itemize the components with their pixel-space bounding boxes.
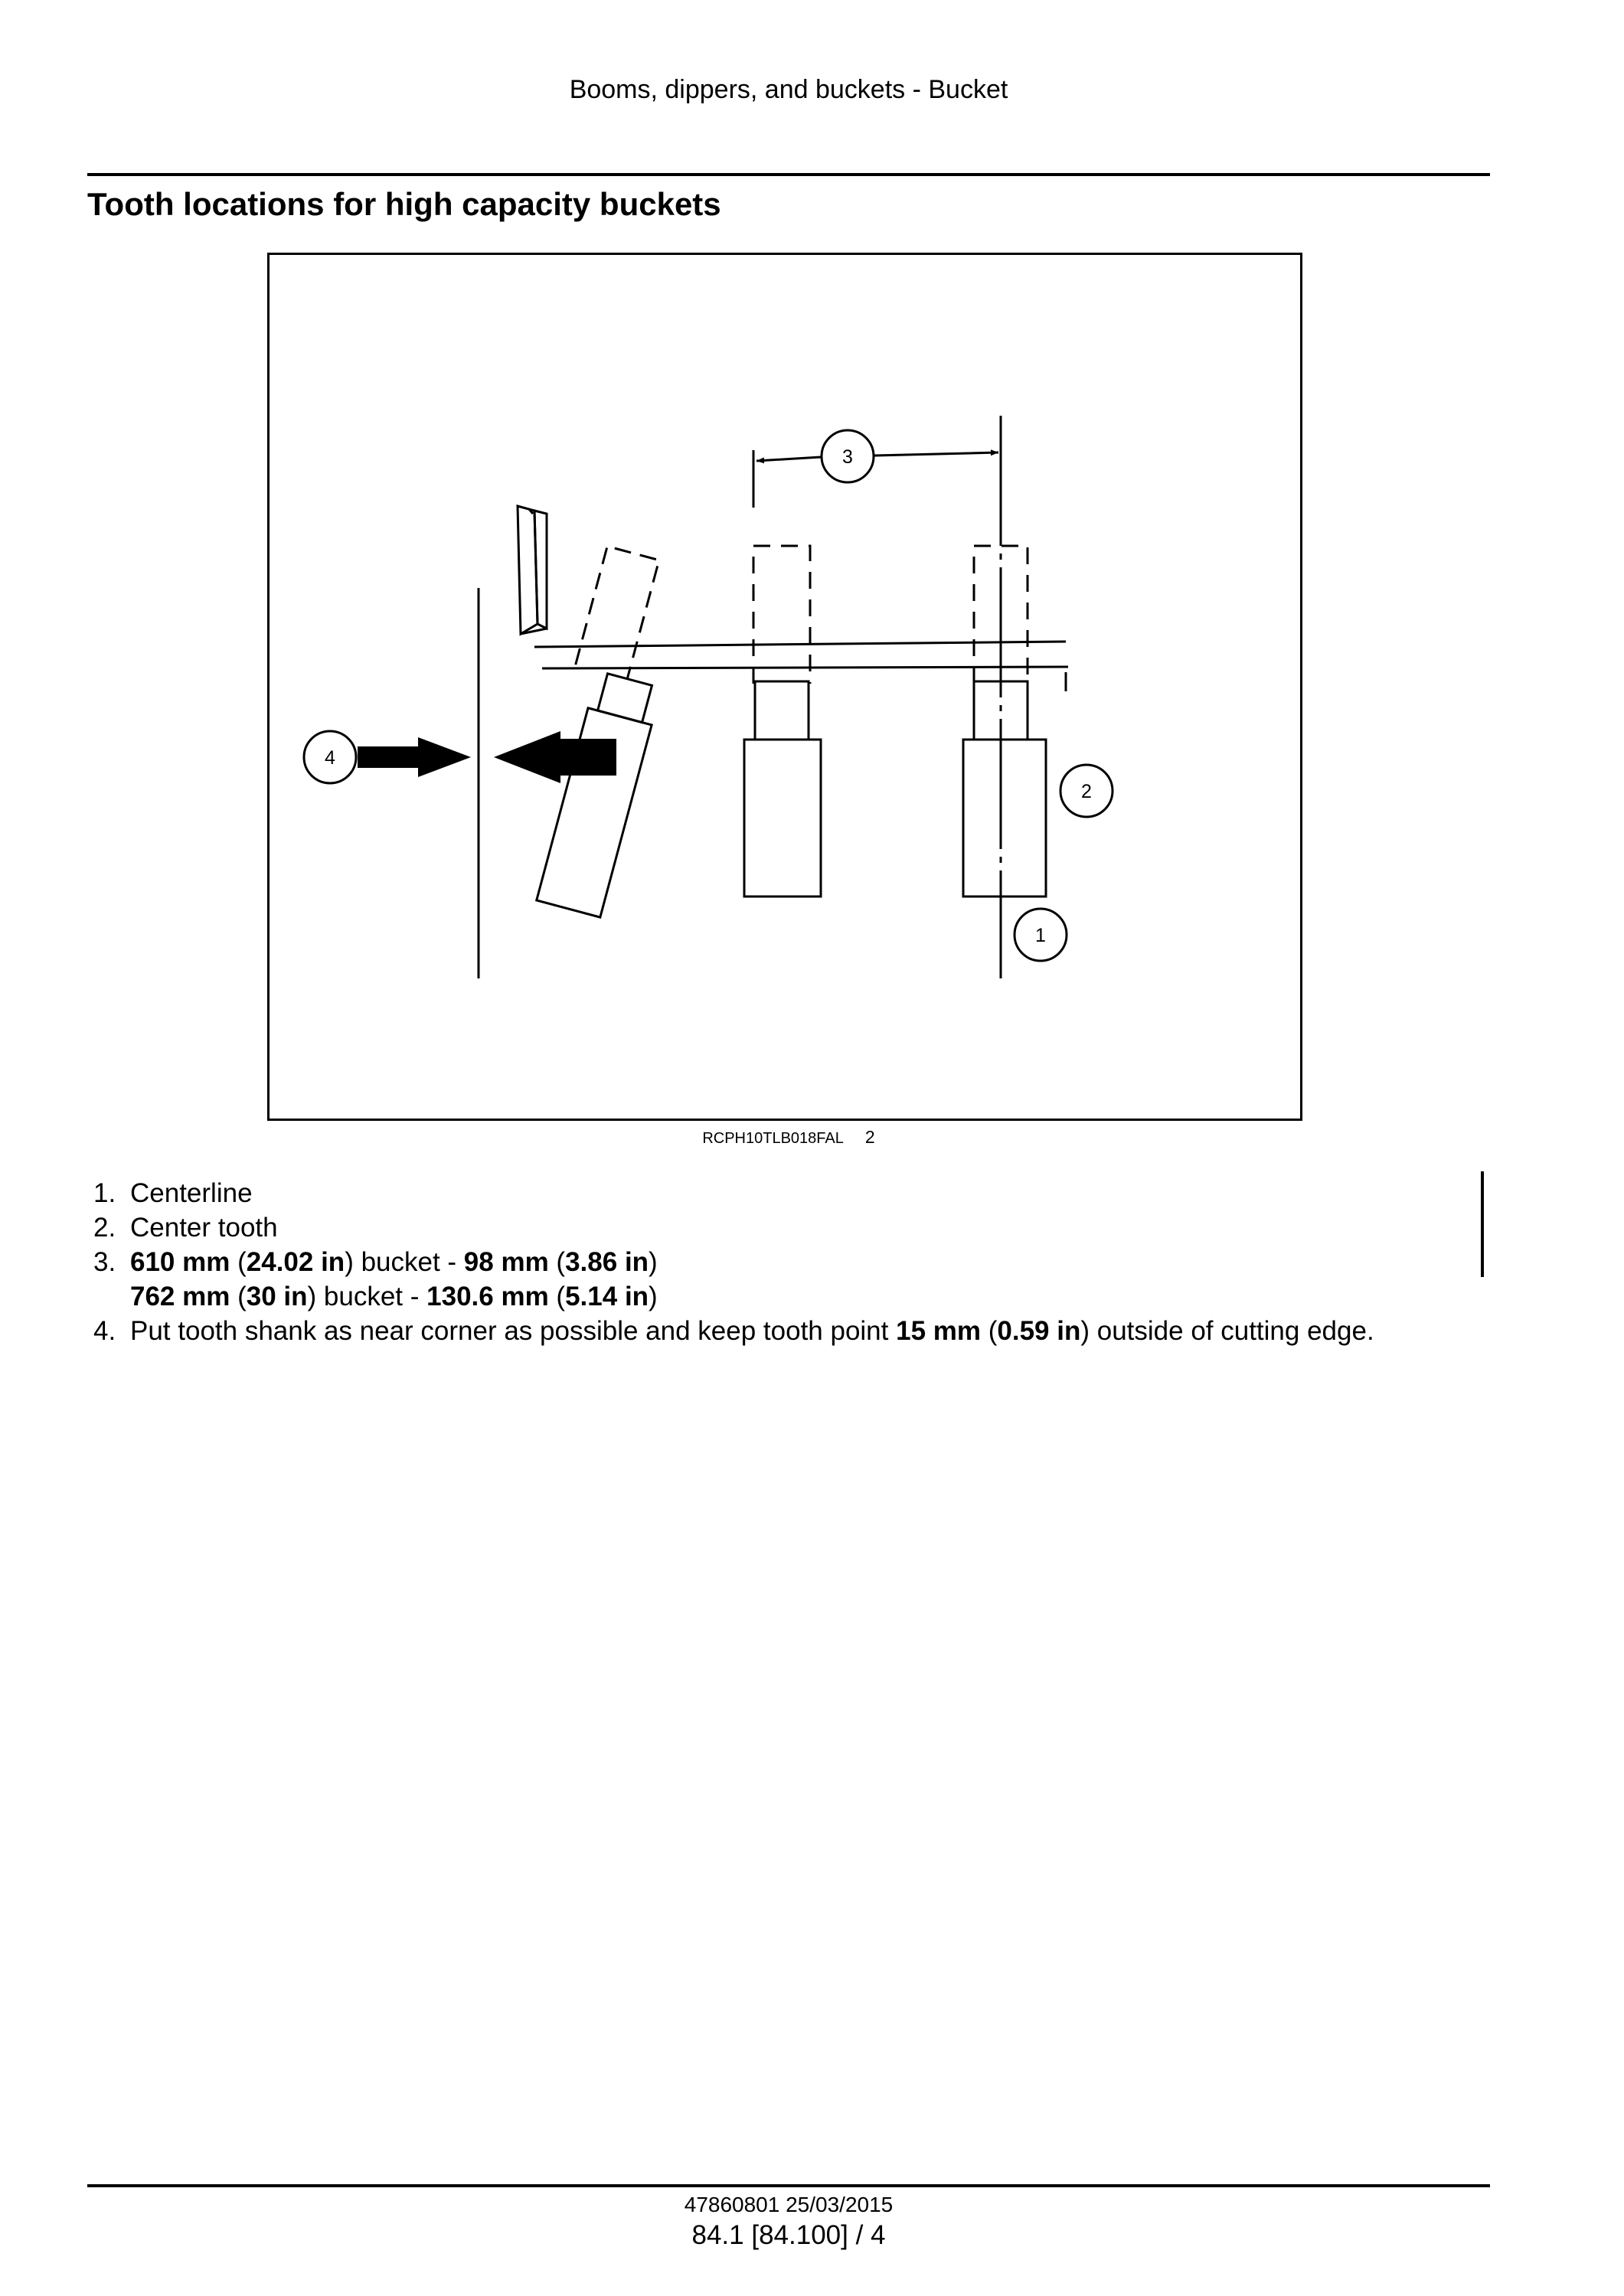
figure-caption xyxy=(0,1127,1577,1148)
dimension-line-left xyxy=(756,457,821,461)
bucket-floor-line xyxy=(534,642,1066,647)
running-header: Booms, dippers, and buckets - Bucket xyxy=(569,75,1008,104)
corner-tooth xyxy=(537,671,662,917)
tooth-location-diagram xyxy=(270,255,1300,1119)
dimension-line-right xyxy=(874,452,998,456)
arrow-4-left xyxy=(358,737,471,777)
footer-document-id: 47860801 25/03/2015 xyxy=(684,2193,894,2216)
figure-code: RCPH10TLB018FAL xyxy=(702,1130,844,1147)
header-rule xyxy=(87,173,1490,176)
middle-tooth xyxy=(744,458,821,897)
figure-number: 2 xyxy=(864,1127,875,1147)
footer-page-number: 84.1 [84.100] / 4 xyxy=(691,2220,886,2250)
figure-frame xyxy=(267,253,1302,1121)
footer-rule xyxy=(87,2184,1490,2187)
arrow-4-right xyxy=(494,731,616,783)
center-tooth xyxy=(963,546,1066,897)
legend-list xyxy=(93,1176,1456,1348)
legend-item-centerline: 1. Centerline xyxy=(93,1178,253,1208)
legend-item-dimension-line2: 762 mm (30 in) bucket - 130.6 mm (5.14 in) xyxy=(130,1282,658,1311)
change-bar xyxy=(1481,1171,1484,1277)
callout-2-label: 2 xyxy=(1081,781,1092,802)
callout-4-label: 4 xyxy=(325,747,335,769)
corner-tooth-dashed xyxy=(576,547,659,679)
legend-item-tooth-shank: 4. Put tooth shank as near corner as possible and keep tooth point 15 mm (0.59 in) outside of cutting edge. xyxy=(93,1316,1374,1346)
legend-item-center-tooth: 2. Center tooth xyxy=(93,1213,278,1243)
callout-1-label: 1 xyxy=(1035,925,1046,946)
callout-3-label: 3 xyxy=(842,446,853,468)
section-title: Tooth locations for high capacity buckets xyxy=(87,186,721,222)
legend-item-dimension: 3. 610 mm (24.02 in) bucket - 98 mm (3.86 in) xyxy=(93,1247,658,1277)
